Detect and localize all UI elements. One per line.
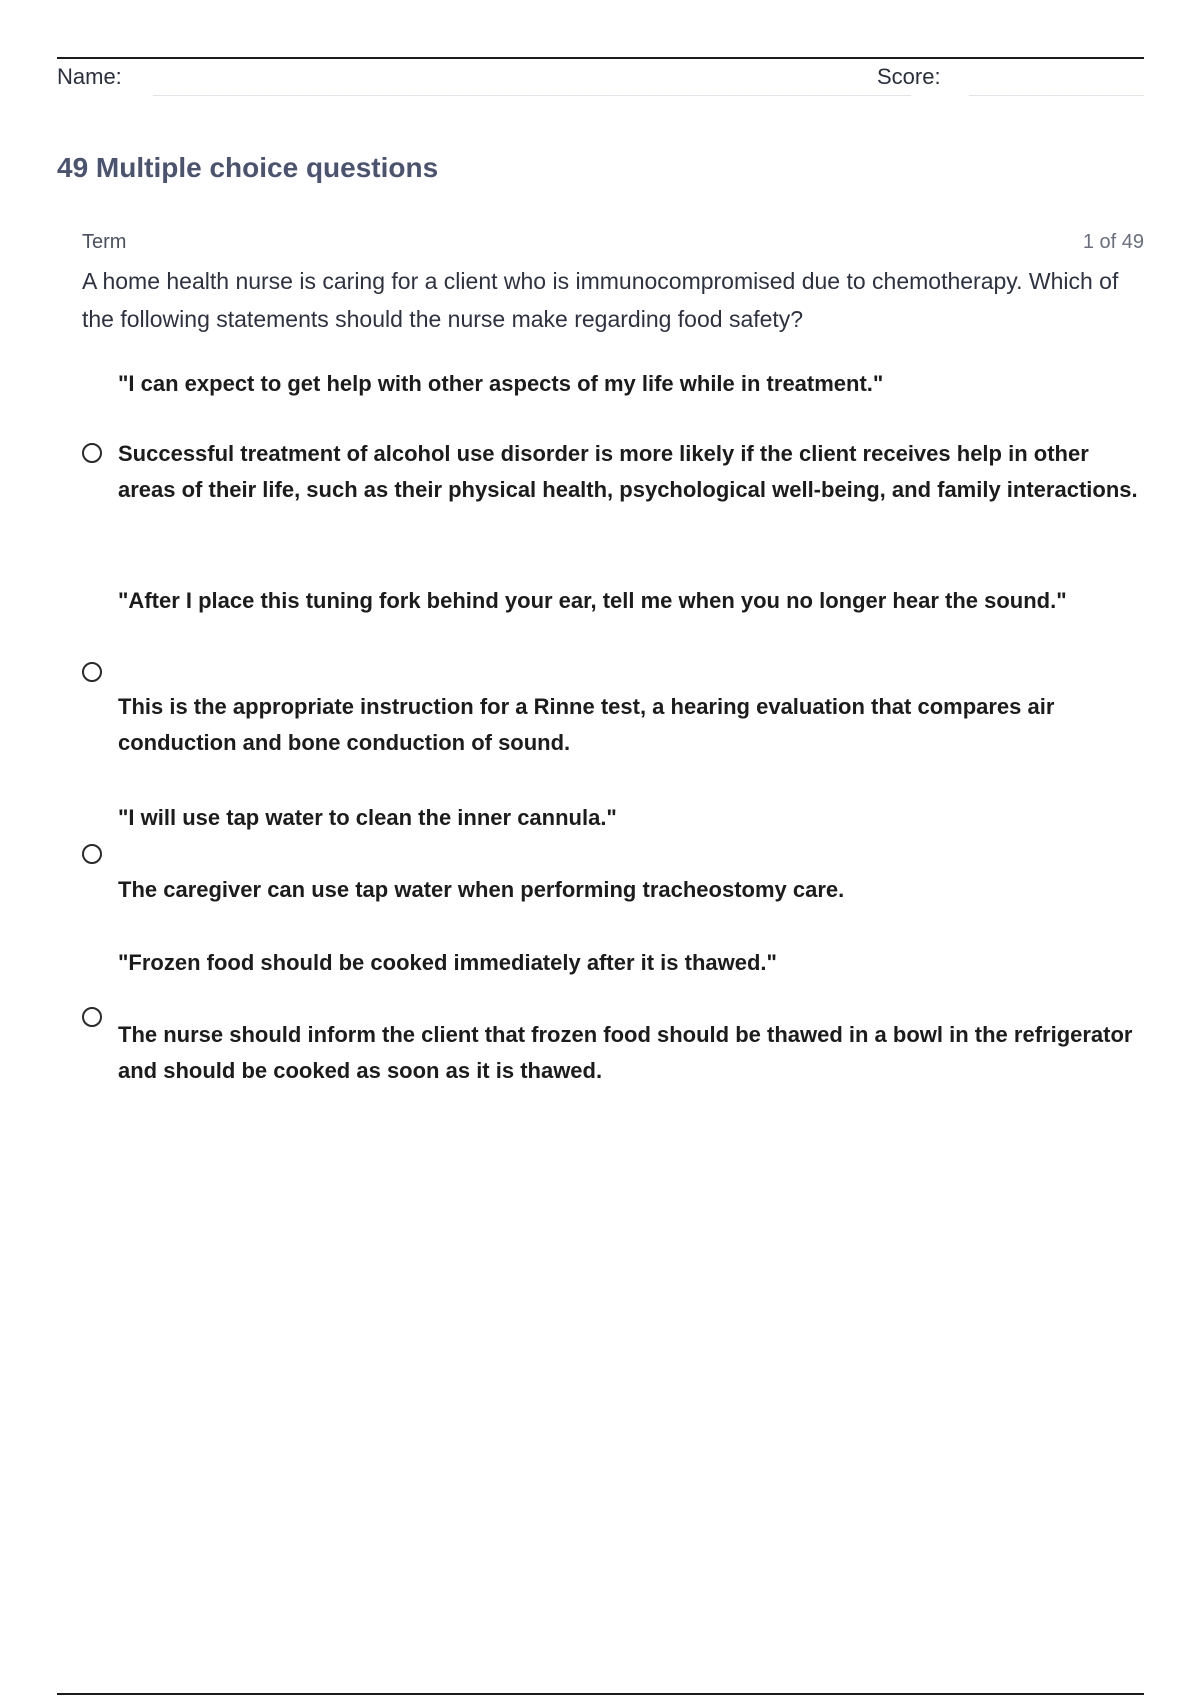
question-counter: 1 of 49 xyxy=(1082,231,1144,253)
score-field[interactable] xyxy=(969,95,1144,96)
worksheet-header xyxy=(57,63,1144,97)
score-label: Score: xyxy=(877,64,941,89)
option-answer-text: "Frozen food should be cooked immediately after it is thawed." xyxy=(118,950,777,975)
question-text: A home health nurse is caring for a client who is immunocompromised due to chemotherapy. Which of the following statements should the nurse make regarding food safety? xyxy=(82,268,1119,332)
option-explanation-text: The caregiver can use tap water when performing tracheostomy care. xyxy=(118,877,845,902)
term-label: Term xyxy=(82,231,127,253)
top-divider xyxy=(57,57,1144,59)
name-label: Name: xyxy=(57,64,122,89)
radio-button[interactable] xyxy=(82,1007,102,1027)
radio-button[interactable] xyxy=(82,844,102,864)
option-answer-text: "After I place this tuning fork behind your ear, tell me when you no longer hear the sound." xyxy=(118,588,1067,613)
bottom-divider xyxy=(57,1693,1144,1695)
section-title: 49 Multiple choice questions xyxy=(57,152,439,183)
option-explanation-text: This is the appropriate instruction for a Rinne test, a hearing evaluation that compares air conduction and bone conduction of sound. xyxy=(118,694,1055,755)
option-answer-text: "I will use tap water to clean the inner cannula." xyxy=(118,805,617,830)
option-explanation-text: Successful treatment of alcohol use disorder is more likely if the client receives help in other areas of their life, such as their physical health, psychological well-being, and family interactions. xyxy=(118,441,1138,502)
option-answer-text: "I can expect to get help with other aspects of my life while in treatment." xyxy=(118,371,884,396)
radio-button[interactable] xyxy=(82,443,102,463)
name-field[interactable] xyxy=(153,95,911,96)
option-explanation-text: The nurse should inform the client that frozen food should be thawed in a bowl in the refrigerator and should be cooked as soon as it is thawed. xyxy=(118,1022,1133,1083)
radio-button[interactable] xyxy=(82,662,102,682)
